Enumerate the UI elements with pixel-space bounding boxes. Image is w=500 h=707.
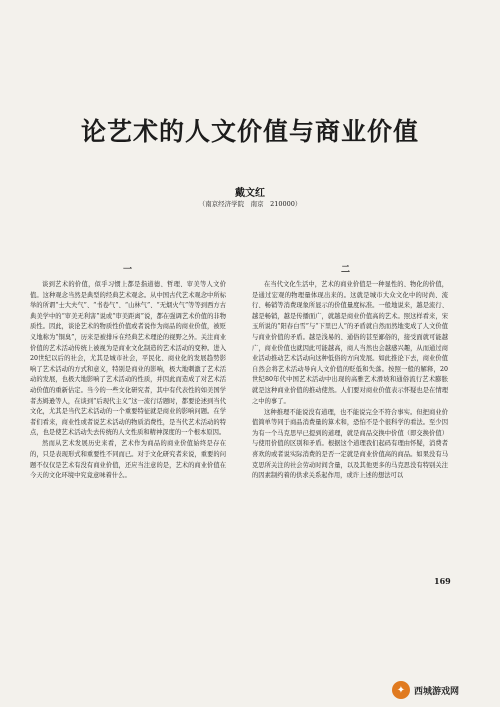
page-number: 169 bbox=[434, 576, 451, 586]
section-heading-two: 二 bbox=[340, 265, 351, 275]
right-paragraph-1: 在当代文化生活中，艺术的商业价值是一种显性的、物化的价值，是通过宏观的物理量体现出来的。这就是城市大众文化中的时尚、流行、畅销等消费现象所显示的价值量度标准。一般地说来，越是流行、越是畅销，越是传播面广，就越是商业价值高的艺术。照这样看来，宋玉所说的“阳春白雪”与“下里巴人”的矛盾就自然而然地变成了人文价值与商业价值的矛盾。越是浅易的、通俗的甚至鄙俗的，接受面就可能越广，商业价值也就因此可能越高，商人当然也会越感兴趣，从而通过商业活动推动艺术活动向这种低俗的方向发展。如此推论下去，商业价值自然会将艺术活动导向人文价值的贬低和失落。按照一般的解释，20世纪80年代中国艺术活动中出现的高雅艺术滑坡和通俗流行艺术膨胀就是这种商业价值的推动使然。人们要对商业价值表示怀疑也是在情理之中的事了。 bbox=[252, 281, 448, 405]
right-column bbox=[252, 280, 448, 482]
author-affiliation: （南京经济学院 南京 210000） bbox=[198, 200, 302, 208]
watermark-badge[interactable] bbox=[392, 680, 492, 700]
watermark-site-name: 西城游戏网 bbox=[414, 686, 460, 697]
article-title: 论艺术的人文价值与商业价值 bbox=[80, 117, 419, 146]
left-paragraph-2: 然而从艺术发展历史来看，艺术作为商品的商业价值始终是存在的，只是表现形式和重要性不同而已。对于文化研究者来说，重要的问题不仅仅是艺术有没有商业价值，还应当注意的是，艺术的商业价值在今天的文化环境中究竟意味着什么。 bbox=[30, 440, 226, 480]
author-name: 戴文红 bbox=[235, 188, 265, 199]
game-controller-icon: ✦ bbox=[392, 681, 410, 699]
section-heading-one: 一 bbox=[122, 265, 133, 275]
right-paragraph-2: 这种推理不能说没有道理，也不能说完全不符合事实。但把商业价值简单等同于商品消费量的算术和，恐怕不是个很科学的看法。至少因为有一个马克思早已提到的道理，就是商品交换中价值（即交换价值）与使用价值的区别和矛盾。根据这个道理我们起码有理由怀疑，消费者喜欢的或者说实际消费的是否一定就是商业价值高的商品。如果没有马克思所关注的社会劳动时间含量，以及其他更多的马克思没有特别关注的因素制约着的供求关系起作用，或许上述的想法可以 bbox=[252, 408, 448, 480]
left-column bbox=[30, 280, 226, 482]
left-paragraph-1: 谈到艺术的价值，似乎习惯上都是指道德、哲理、审美等人文价值。这种观念当然是典型的经典艺术观念。从中国古代艺术观念中所标举的所谓“士大夫气”、“书卷气”、“山林气”、“无烟火气”等等到西方古典美学中的“审美无利害”说或“审美距离”说，都在强调艺术价值的非物质性。因此，谈论艺术的物质性价值或者说作为商品的商业价值，被贬义地称为“铜臭”，历来是被排斥在经典艺术理论的视野之外。关注商业价值的艺术活动传统上被视为是商业文化制造的艺术活动的变种。进入20世纪以后的社会，尤其是城市社会，平民化、商业化的发展趋势影响了艺术活动的方式和意义，特别是商业的影响，极大地刺激了艺术活动的发展，也极大地影响了艺术活动的性质，并因此而造成了对艺术活动价值的重新估定。当今的一些文化研究者，其中有代表性的如美国学者杰姆逊等人，在谈到“后现代主义”这一流行话题时，都要论述到当代文化，尤其是当代艺术活动的一个重要特征就是商业的影响问题。在学者们看来，商业性或者说艺术活动的物质消费性，是当代艺术活动的特点，也是使艺术活动失去传统的人文性质和精神深度的一个根本原因。 bbox=[30, 281, 226, 437]
